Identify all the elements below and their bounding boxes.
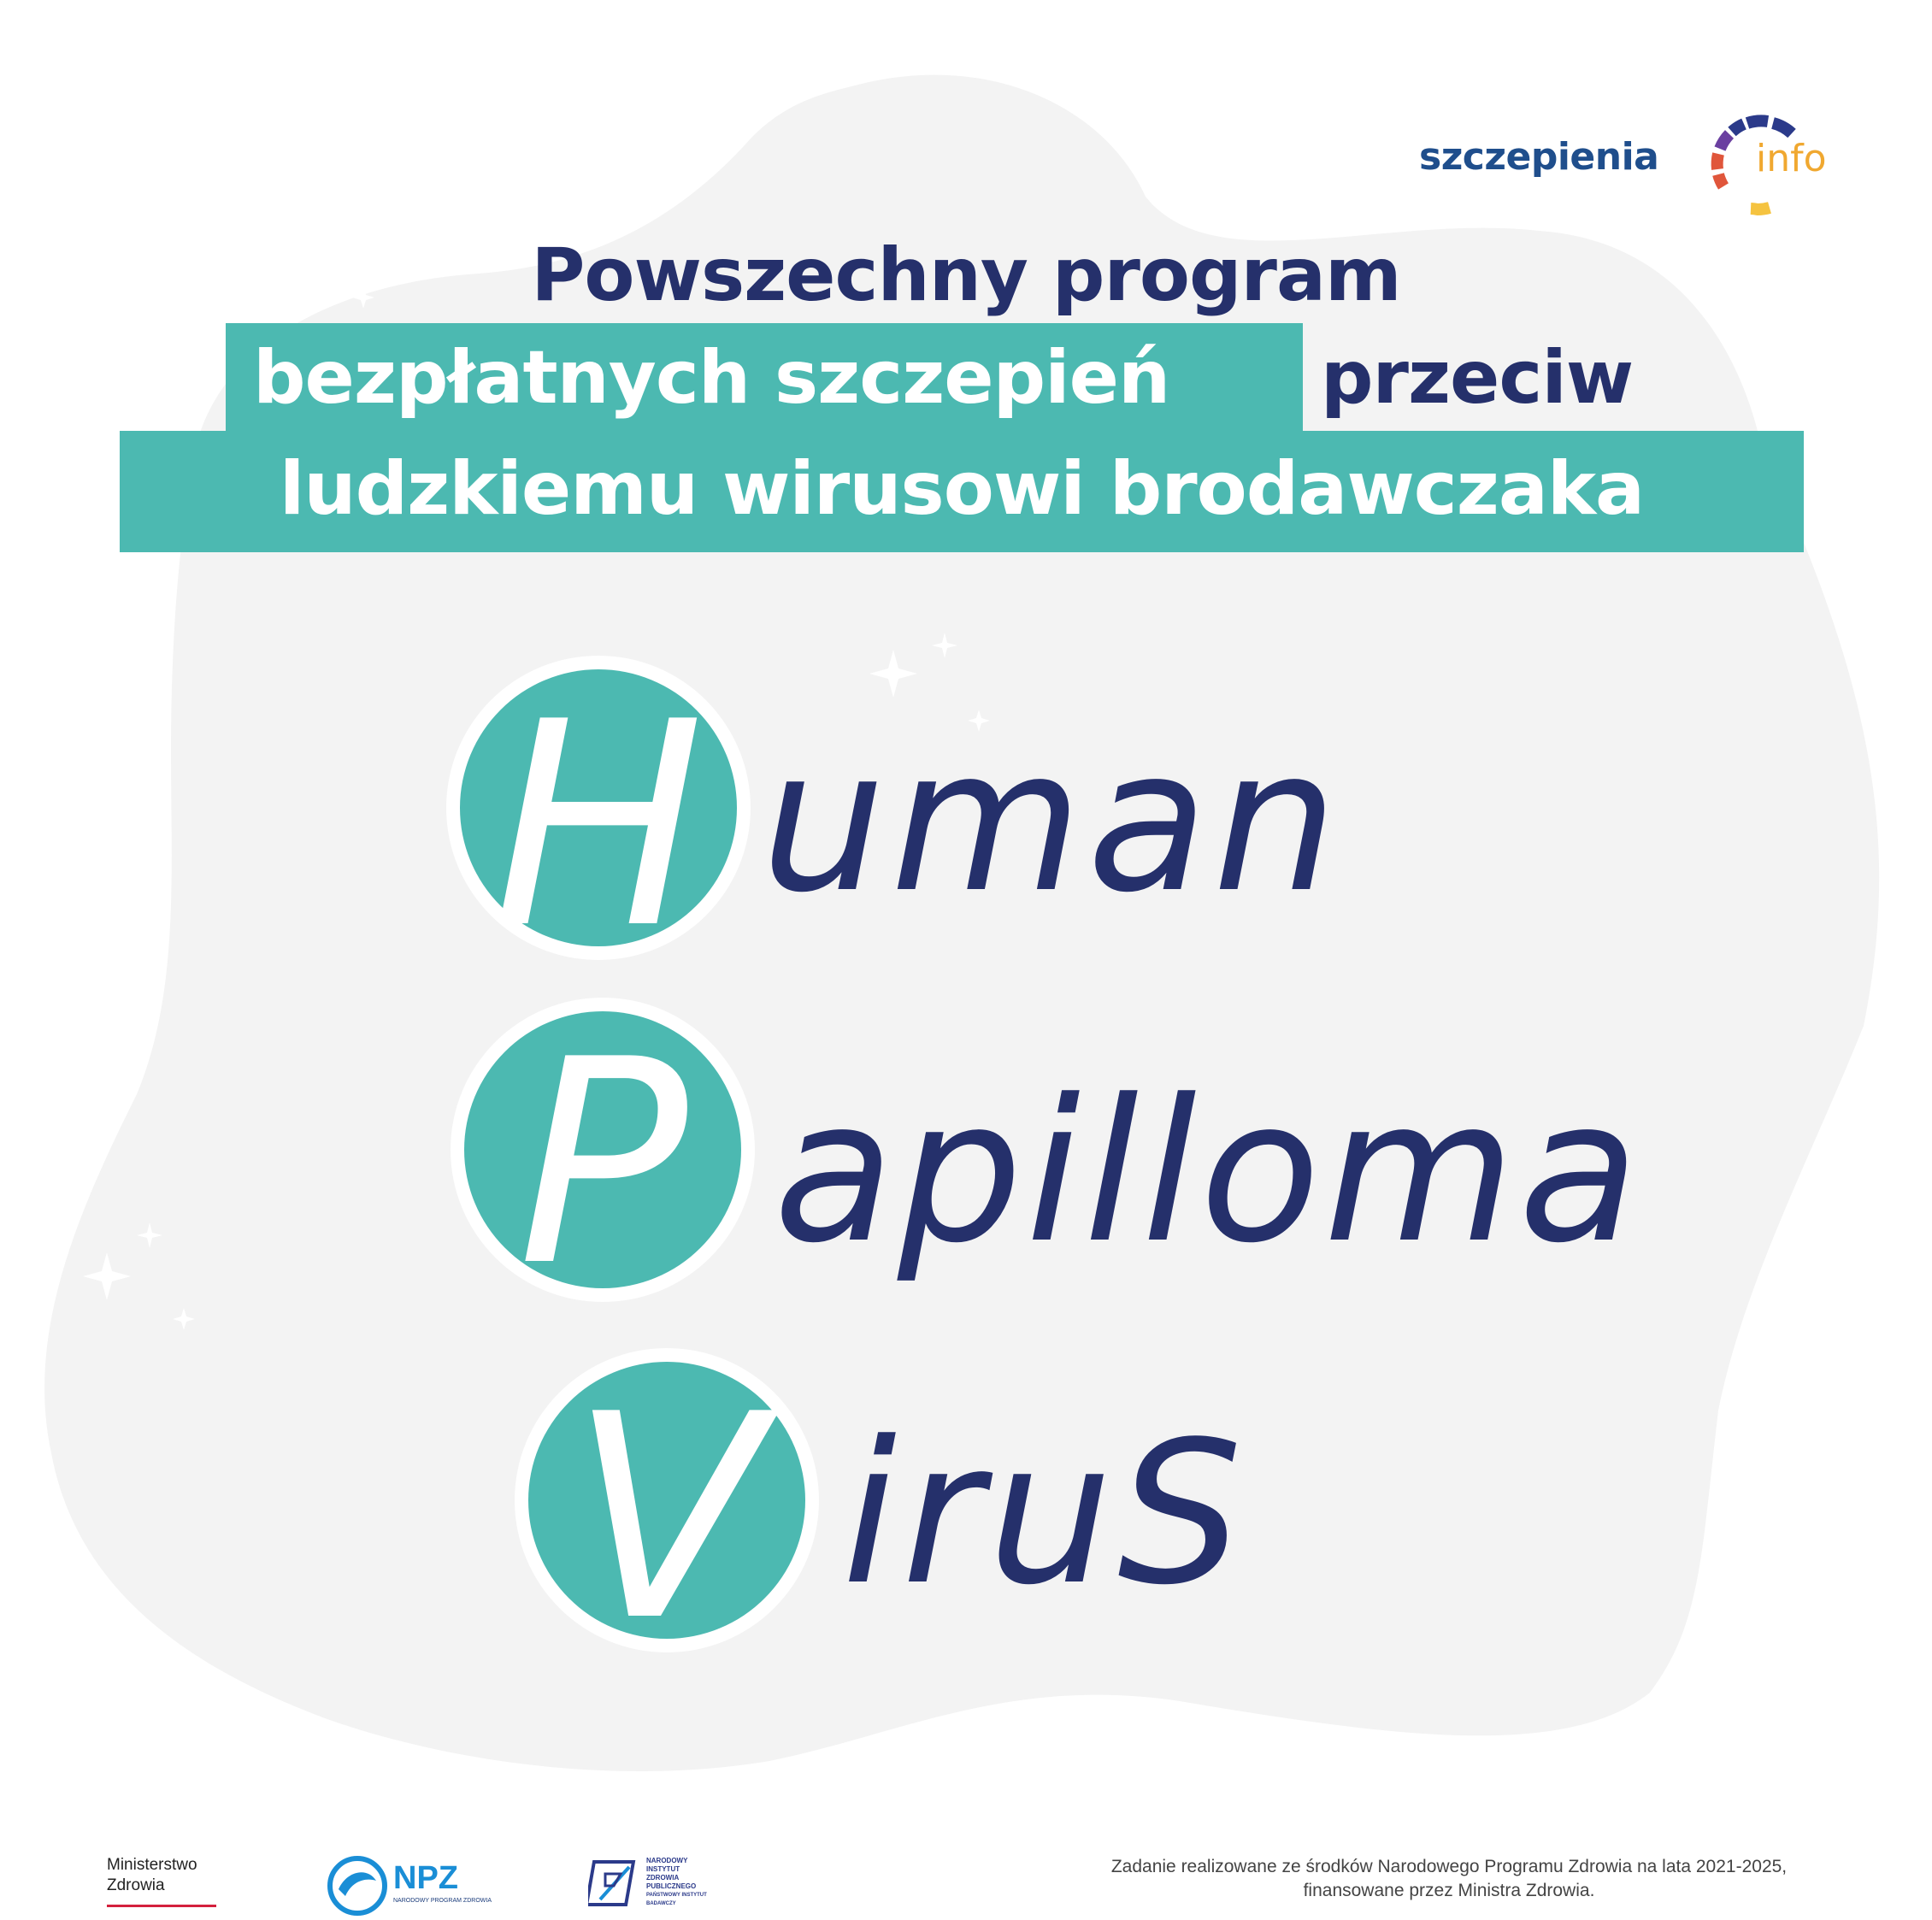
headline-line2-rest: przeciw <box>1321 335 1634 421</box>
nizp-line: BADAWCZY <box>646 1901 676 1906</box>
npz-emblem-icon <box>327 1855 388 1917</box>
hpv-letter-v: V <box>570 1354 763 1682</box>
flag-stripe <box>107 1905 216 1907</box>
nizp-line: INSTYTUT <box>646 1865 680 1873</box>
funding-note <box>1064 1855 1834 1903</box>
headline <box>0 0 1932 581</box>
nizp-logo[interactable] <box>588 1855 725 1915</box>
footer <box>0 1829 1932 1920</box>
hpv-letter-h: H <box>492 662 705 990</box>
nizp-line: NARODOWY <box>646 1857 688 1864</box>
ministry-logo[interactable] <box>107 1855 222 1907</box>
funding-line1: Zadanie realizowane ze środków Narodowego Programu Zdrowia na lata 2021-2025, <box>1110 1857 1788 1876</box>
brand-name: szczepienia <box>1419 135 1659 179</box>
hpv-word-v-rest: iruS <box>842 1400 1248 1628</box>
ministry-name-line1: Ministerstwo <box>107 1856 197 1874</box>
headline-line1: Powszechny program <box>531 233 1401 318</box>
funding-line2: finansowane przez Ministra Zdrowia. <box>1303 1881 1595 1900</box>
headline-line3: ludzkiemu wirusowi brodawczaka <box>279 446 1645 532</box>
npz-logo[interactable] <box>327 1855 498 1915</box>
nizp-text <box>646 1857 707 1908</box>
ministry-name-line2: Zdrowia <box>107 1876 165 1894</box>
nizp-line: PUBLICZNEGO <box>646 1882 697 1890</box>
hpv-word-p-rest: apilloma <box>774 1058 1643 1287</box>
hpv-letter-p: P <box>517 999 688 1328</box>
hpv-word-h-rest: uman <box>761 708 1343 936</box>
headline-line2-highlight: bezpłatnych szczepień <box>253 335 1170 421</box>
nizp-line: ZDROWIA <box>646 1874 680 1882</box>
brand-suffix: info <box>1756 137 1827 180</box>
nizp-line: PAŃSTWOWY INSTYTUT <box>646 1893 707 1898</box>
npz-subtitle: NARODOWY PROGRAM ZDROWIA <box>393 1898 492 1904</box>
nizp-emblem-icon <box>588 1857 641 1910</box>
npz-label: NPZ <box>393 1860 458 1896</box>
